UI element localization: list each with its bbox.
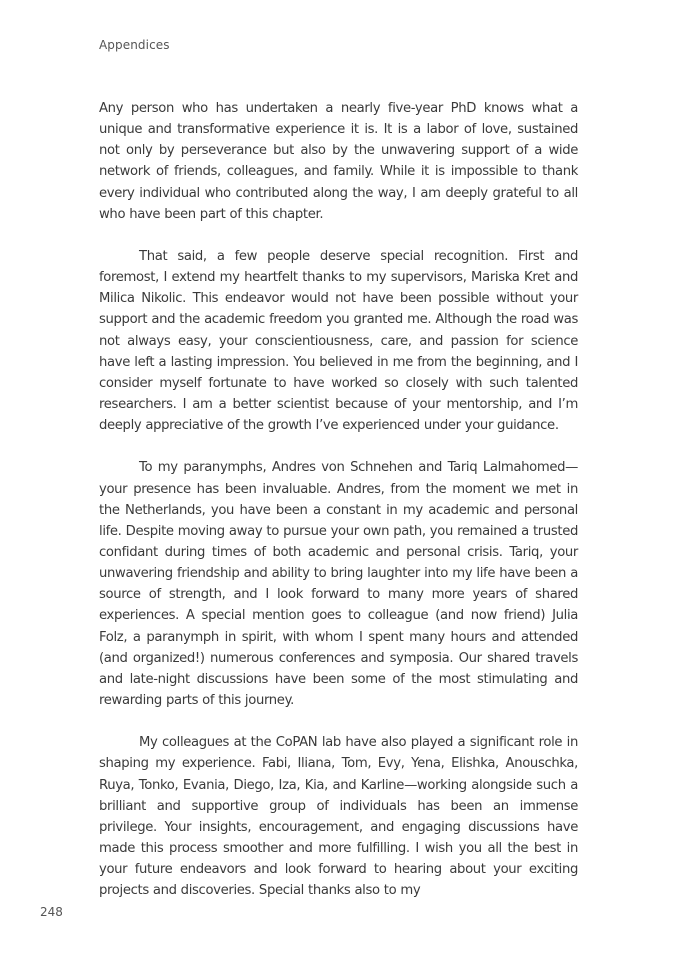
- paragraph-paranymphs: To my paranymphs, Andres von Schnehen and Tariq Lalmahomed—your presence has been invaluable. Andres, from the moment we met in the Netherlands, you have been a constant in my academic and personal life. Despite moving away to pursue your own path, you remained a trusted confidant during times of both academic and personal crisis. Tariq, your unwavering friendship and ability to bring laughter into my life have been a source of strength, and I look forward to many more years of shared experiences. A special mention goes to colleague (and now friend) Julia Folz, a paranymph in spirit, with whom I spent many hours and attended (and organized!) numerous conferences and symposia. Our shared travels and late-night discussions have been some of the most stimulating and rewarding parts of this journey.: [99, 460, 578, 709]
- paragraph-supervisors: That said, a few people deserve special recognition. First and foremost, I extend my heartfelt thanks to my supervisors, Mariska Kret and Milica Nikolic. This endeavor would not have been possible without your support and the academic freedom you granted me. Although the road was not always easy, your conscientiousness, care, and passion for science have left a lasting impression. You believed in me from the beginning, and I consider myself fortunate to have worked so closely with such talented researchers. I am a better scientist because of your mentorship, and I’m deeply appreciative of the growth I’ve experienced under your guidance.: [99, 248, 578, 434]
- page-number: 248: [40, 905, 63, 919]
- paragraph-lab-colleagues: My colleagues at the CoPAN lab have also played a significant role in shaping my experience. Fabi, Iliana, Tom, Evy, Yena, Elishka, Anouschka, Ruya, Tonko, Evania, Diego, Iza, Kia, and Karline—working alongside such a brilliant and supportive group of individuals has been an immense privilege. Your insights, encouragement, and engaging discussions have made this process smoother and more fulfilling. I wish you all the best in your future endeavors and look forward to hearing about your exciting projects and discoveries. Special thanks also to my: [99, 735, 578, 899]
- body-text: [99, 98, 578, 922]
- paragraph-intro: Any person who has undertaken a nearly five-year PhD knows what a unique and transformative experience it is. It is a labor of love, sustained not only by perseverance but also by the unwavering support of a wide network of friends, colleagues, and family. While it is impossible to thank every individual who contributed along the way, I am deeply grateful to all who have been part of this chapter.: [99, 101, 578, 222]
- running-header: Appendices: [99, 38, 170, 52]
